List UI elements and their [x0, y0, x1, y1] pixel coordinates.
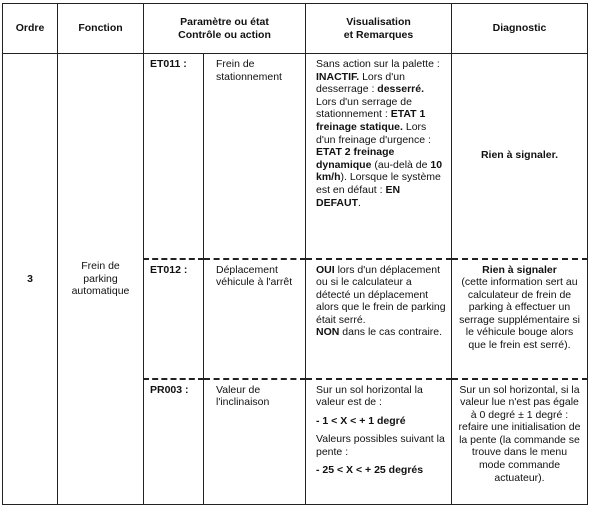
param-name-pr003: Valeur de l'inclinaison — [204, 379, 306, 505]
visu-pr003-range1: - 1 < X < + 1 degré — [316, 414, 406, 427]
visu-et012: OUI lors d'un déplacement ou si le calculateur a détecté un déplacement alors que le frein de parking était serré. NON dans le cas contraire. — [306, 259, 452, 379]
visu-pr003-range2: - 25 < X < + 25 degrés — [316, 464, 424, 477]
param-name-et011: Frein de stationnement — [204, 54, 306, 259]
param-code-et012: ET012 : — [144, 259, 204, 379]
header-row — [3, 4, 588, 54]
diagnostic-et011: Rien à signaler. — [452, 54, 588, 259]
visu-pr003-line1: Sur un sol horizontal la valeur est de : — [316, 383, 423, 409]
visu-et011: Sans action sur la palette : INACTIF. Lors d'un desserrage : desserré. Lors d'un serrage de stationnement : ETAT 1 freinage statique. Lors d'un freinage d'urgence : ETAT 2 freinage dynamique (au-delà de 10 km/h). Lorsque le système est en défaut : EN DEFAUT. — [306, 54, 452, 259]
diagnostic-pr003: Sur un sol horizontal, si la valeur lue n'est pas égale à 0 degré ± 1 degré : refaire une initialisation de la pente (la commande se trouve dans le menu mode commande actuateur). — [452, 379, 588, 505]
visu-pr003 — [306, 379, 452, 505]
ordre-cell: 3 — [3, 54, 58, 505]
visu-pr003-line2: Valeurs possibles suivant la pente : — [316, 433, 445, 458]
param-code-et011: ET011 : — [144, 54, 204, 259]
header-parametre: Paramètre ou état Contrôle ou action — [144, 4, 306, 54]
param-name-et012: Déplacement véhicule à l'arrêt — [204, 259, 306, 379]
header-visualisation: Visualisation et Remarques — [306, 4, 452, 54]
table-row-et011 — [3, 54, 588, 259]
diagnostic-et012: Rien à signaler (cette information sert au calculateur de frein de parking à effectuer un serrage supplémentaire si le véhicule bouge alors que le frein est serré). — [452, 259, 588, 379]
header-ordre: Ordre — [3, 4, 58, 54]
param-code-pr003: PR003 : — [144, 379, 204, 505]
header-diagnostic: Diagnostic — [452, 4, 588, 54]
diagnostic-table — [2, 3, 588, 505]
header-fonction: Fonction — [58, 4, 144, 54]
fonction-cell: Frein de parking automatique — [58, 54, 144, 505]
